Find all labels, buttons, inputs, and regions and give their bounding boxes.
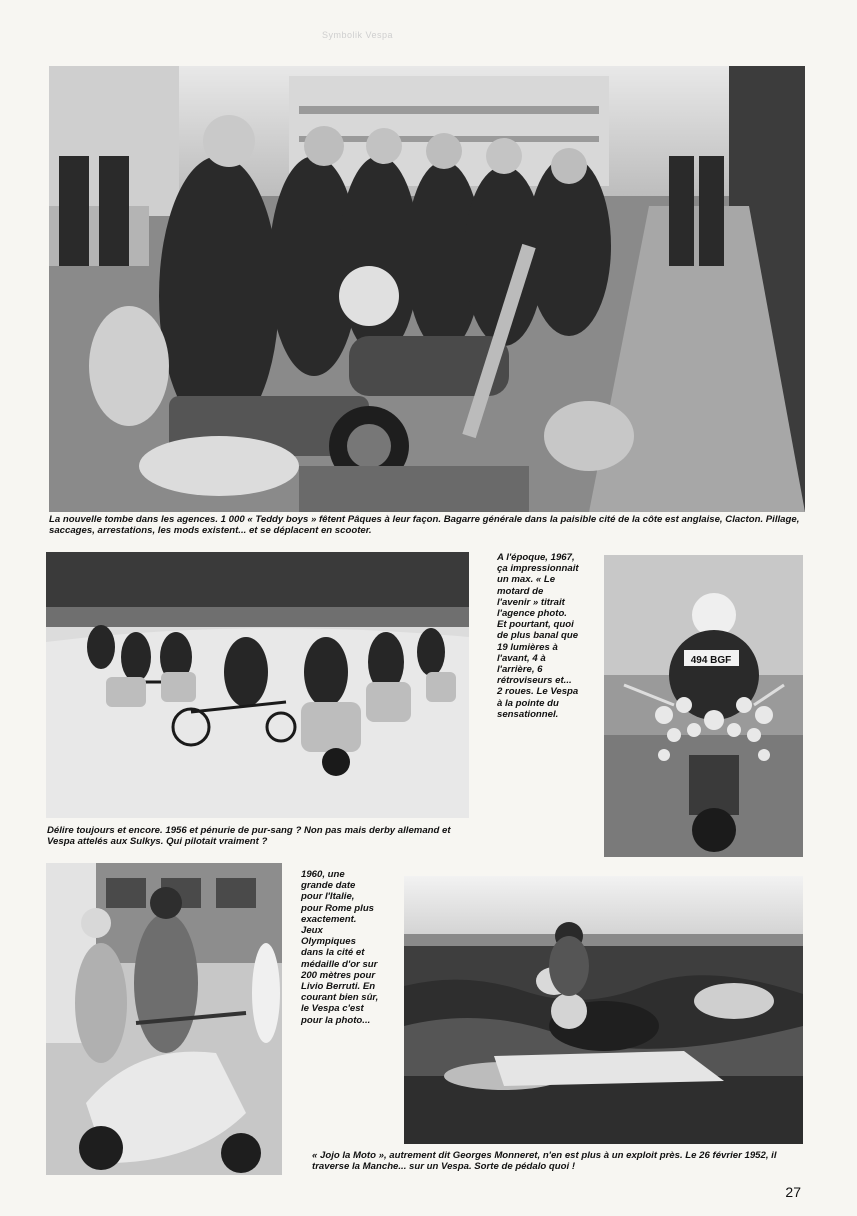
caption-motard-line: motard de [497, 585, 544, 597]
caption-berruti-line: le Vespa c'est [301, 1003, 364, 1015]
caption-channel: « Jojo la Moto », autrement dit Georges Monneret, n'en est plus à un exploit près. Le 26 février 1952, il traverse la Manche... sur un Vespa. Sorte de pédalo quoi ! [312, 1150, 777, 1173]
caption-berruti-line: Livio Berruti. En [301, 981, 376, 993]
caption-berruti-line: pour Rome plus [301, 902, 375, 914]
caption-motard-line: A l'époque, 1967, [497, 552, 575, 563]
caption-motard-line: l'agence photo. [497, 608, 567, 620]
photo-teddy-boys [49, 66, 805, 512]
caption-motard-line: ça impressionnait [497, 563, 579, 575]
caption-motard-line: de plus banal que [497, 630, 579, 642]
caption-teddy-boys: La nouvelle tombe dans les agences. 1 000 « Teddy boys » fêtent Pâques à leur façon. Bagarre générale dans la paisible cité de la côte est anglaise, Clacton. Pillage, saccages, arrestations, les mods existent... et se déplacent en scooter. [49, 514, 800, 537]
plate-text: 494 BGF [690, 655, 732, 666]
caption-berruti-line: médaille d'or sur [301, 958, 378, 970]
caption-motard-line: l'arrière, 6 [497, 664, 543, 676]
caption-motard-line: 19 lumières à [497, 641, 558, 653]
caption-motard [497, 552, 607, 720]
caption-berruti-line: 200 mètres pour [301, 969, 376, 981]
photo-sulky-race [46, 552, 469, 818]
caption-motard-line: Et pourtant, quoi [497, 619, 574, 631]
caption-berruti-line: grande date [301, 880, 356, 892]
caption-motard-line: l'avant, 4 à [497, 652, 546, 664]
caption-berruti-line: Jeux [301, 925, 323, 937]
caption-berruti-line: pour la photo... [301, 1014, 371, 1026]
caption-motard-line: 2 roues. Le Vespa [497, 686, 579, 698]
caption-berruti-line: courant bien sûr, [301, 992, 379, 1004]
caption-sulky-race: Délire toujours et encore. 1956 et pénurie de pur-sang ? Non pas mais derby allemand et Vespa attelés aux Sulkys. Qui pilotait vraiment ? [47, 825, 451, 848]
running-header: Symbolik Vespa [322, 30, 394, 40]
caption-motard-line: un max. « Le [497, 574, 556, 586]
caption-berruti-line: Olympiques [301, 936, 356, 948]
caption-berruti-line: pour l'Italie, [301, 891, 355, 903]
page-number: 27 [785, 1184, 801, 1200]
photo-berruti [46, 863, 282, 1175]
caption-berruti-line: dans la cité et [301, 947, 365, 959]
photo-motard [604, 555, 803, 857]
caption-berruti-line: 1960, une [301, 869, 345, 880]
caption-motard-line: à la pointe du [497, 697, 559, 709]
caption-berruti-line: exactement. [301, 913, 357, 925]
caption-motard-line: sensationnel. [497, 708, 559, 720]
caption-motard-line: rétroviseurs et... [497, 675, 572, 687]
caption-berruti [301, 869, 405, 1026]
photo-channel [404, 876, 803, 1144]
caption-motard-line: l'avenir » titrait [497, 596, 565, 608]
